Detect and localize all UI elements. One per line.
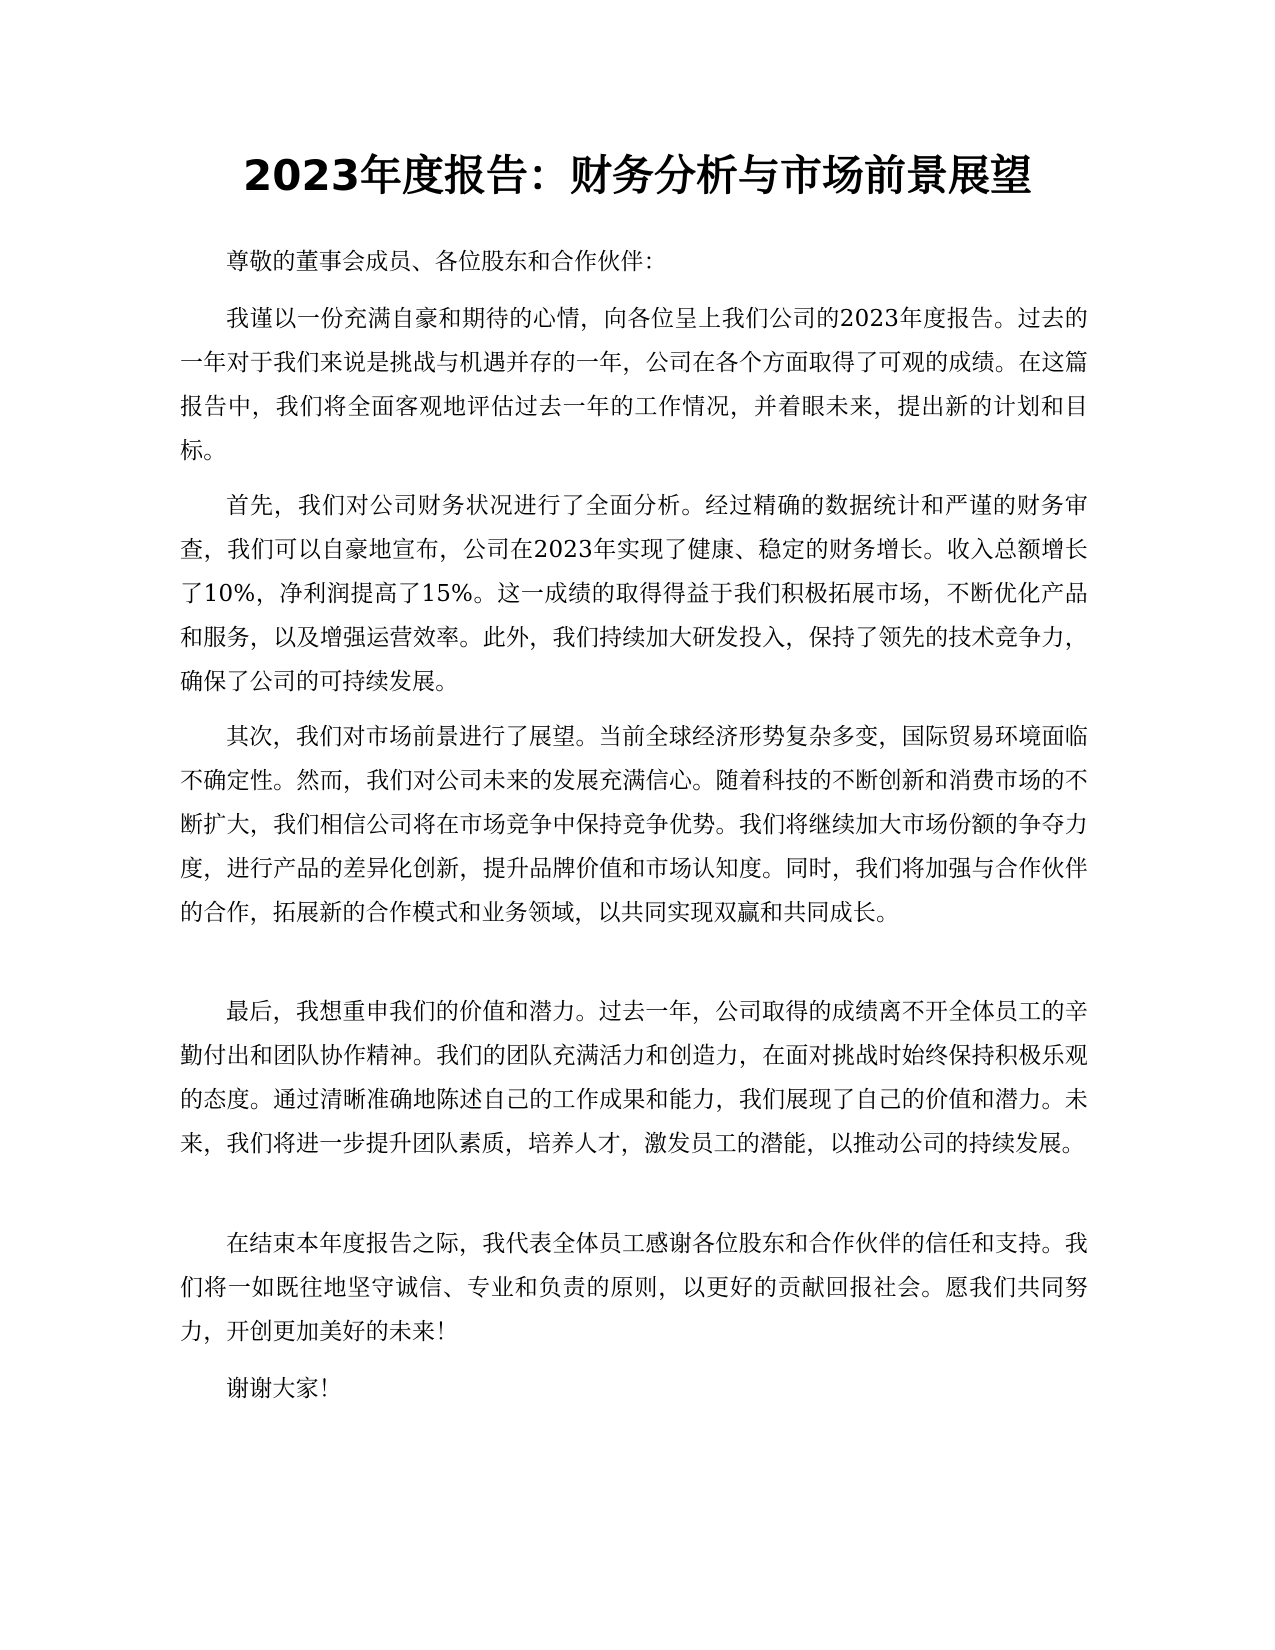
closing-remark: 谢谢大家！ <box>226 1376 342 1402</box>
paragraph-financial-analysis: 首先，我们对公司财务状况进行了全面分析。经过精确的数据统计和严谨的财务审查，我们可以自豪地宣布，公司在2023年实现了健康、稳定的财务增长。收入总额增长了10%，净利润提高了15%。这一成绩的取得得益于我们积极拓展市场，不断优化产品和服务，以及增强运营效率。此外，我们持续加大研发投入，保持了领先的技术竞争力，确保了公司的可持续发展。 <box>180 493 1088 695</box>
paragraph-market-outlook: 其次，我们对市场前景进行了展望。当前全球经济形势复杂多变，国际贸易环境面临不确定性。然而，我们对公司未来的发展充满信心。随着科技的不断创新和消费市场的不断扩大，我们相信公司将在市场竞争中保持竞争优势。我们将继续加大市场份额的争夺力度，进行产品的差异化创新，提升品牌价值和市场认知度。同时，我们将加强与合作伙伴的合作，拓展新的合作模式和业务领域，以共同实现双赢和共同成长。 <box>180 724 1088 926</box>
greeting: 尊敬的董事会成员、各位股东和合作伙伴： <box>226 249 667 275</box>
paragraph-intro: 我谨以一份充满自豪和期待的心情，向各位呈上我们公司的2023年度报告。过去的一年对于我们来说是挑战与机遇并存的一年，公司在各个方面取得了可观的成绩。在这篇报告中，我们将全面客观地评估过去一年的工作情况，并着眼未来，提出新的计划和目标。 <box>180 306 1088 464</box>
paragraph-value-potential: 最后，我想重申我们的价值和潜力。过去一年，公司取得的成绩离不开全体员工的辛勤付出和团队协作精神。我们的团队充满活力和创造力，在面对挑战时始终保持积极乐观的态度。通过清晰准确地陈述自己的工作成果和能力，我们展现了自己的价值和潜力。未来，我们将进一步提升团队素质，培养人才，激发员工的潜能，以推动公司的持续发展。 <box>180 999 1088 1157</box>
paragraph-conclusion: 在结束本年度报告之际，我代表全体员工感谢各位股东和合作伙伴的信任和支持。我们将一如既往地坚守诚信、专业和负责的原则，以更好的贡献回报社会。愿我们共同努力，开创更加美好的未来！ <box>180 1231 1088 1345</box>
document-title: 2023年度报告：财务分析与市场前景展望 <box>243 151 1032 200</box>
